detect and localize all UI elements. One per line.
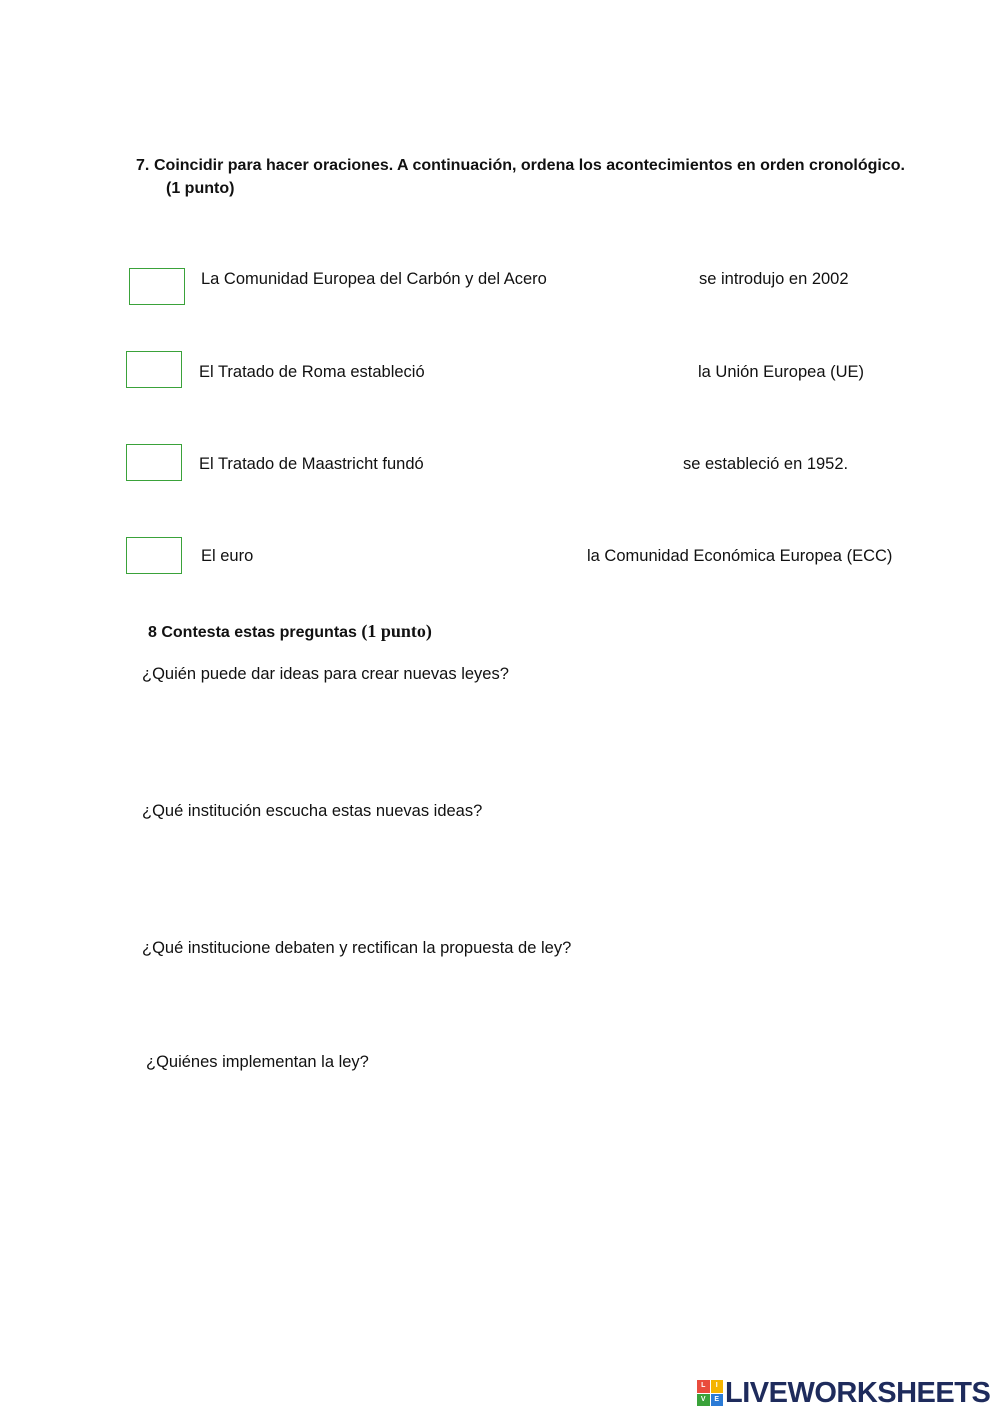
order-answer-box-1[interactable] [129,268,185,305]
question-8-points: (1 punto) [361,621,432,641]
liveworksheets-logo-icon [697,1380,723,1406]
match-right-item-4: la Comunidad Económica Europea (ECC) [587,547,893,565]
question-8-item-3: ¿Qué institucione debaten y rectifican la propuesta de ley? [142,939,572,957]
match-left-item-4: El euro [201,547,254,565]
question-7-points: (1 punto) [166,180,235,197]
order-answer-box-2[interactable] [126,351,182,388]
question-8-title [148,621,432,642]
match-right-item-1: se introdujo en 2002 [699,270,849,288]
question-8-item-4: ¿Quiénes implementan la ley? [146,1053,369,1071]
match-left-item-1: La Comunidad Europea del Carbón y del Acero [201,270,547,288]
logo-icon-letter-e: E [711,1394,724,1407]
logo-icon-letter-l: L [697,1380,710,1393]
question-8-item-1: ¿Quién puede dar ideas para crear nuevas leyes? [142,665,509,683]
logo-icon-letter-v: V [697,1394,710,1407]
match-left-item-2: El Tratado de Roma estableció [199,363,425,381]
question-7-number: 7. [136,157,150,174]
match-right-item-2: la Unión Europea (UE) [698,363,864,381]
liveworksheets-logo-text: LIVEWORKSHEETS [725,1376,991,1409]
liveworksheets-logo [697,1376,990,1410]
question-8-title-text: 8 Contesta estas preguntas [148,624,357,641]
match-right-item-3: se estableció en 1952. [683,455,849,473]
match-left-item-3: El Tratado de Maastricht fundó [199,455,424,473]
order-answer-box-4[interactable] [126,537,182,574]
question-8-item-2: ¿Qué institución escucha estas nuevas ideas? [142,802,483,820]
logo-icon-letter-i: I [711,1380,724,1393]
question-7-instruction: Coincidir para hacer oraciones. A continuación, ordena los acontecimientos en orden cronológico. [154,157,905,174]
order-answer-box-3[interactable] [126,444,182,481]
